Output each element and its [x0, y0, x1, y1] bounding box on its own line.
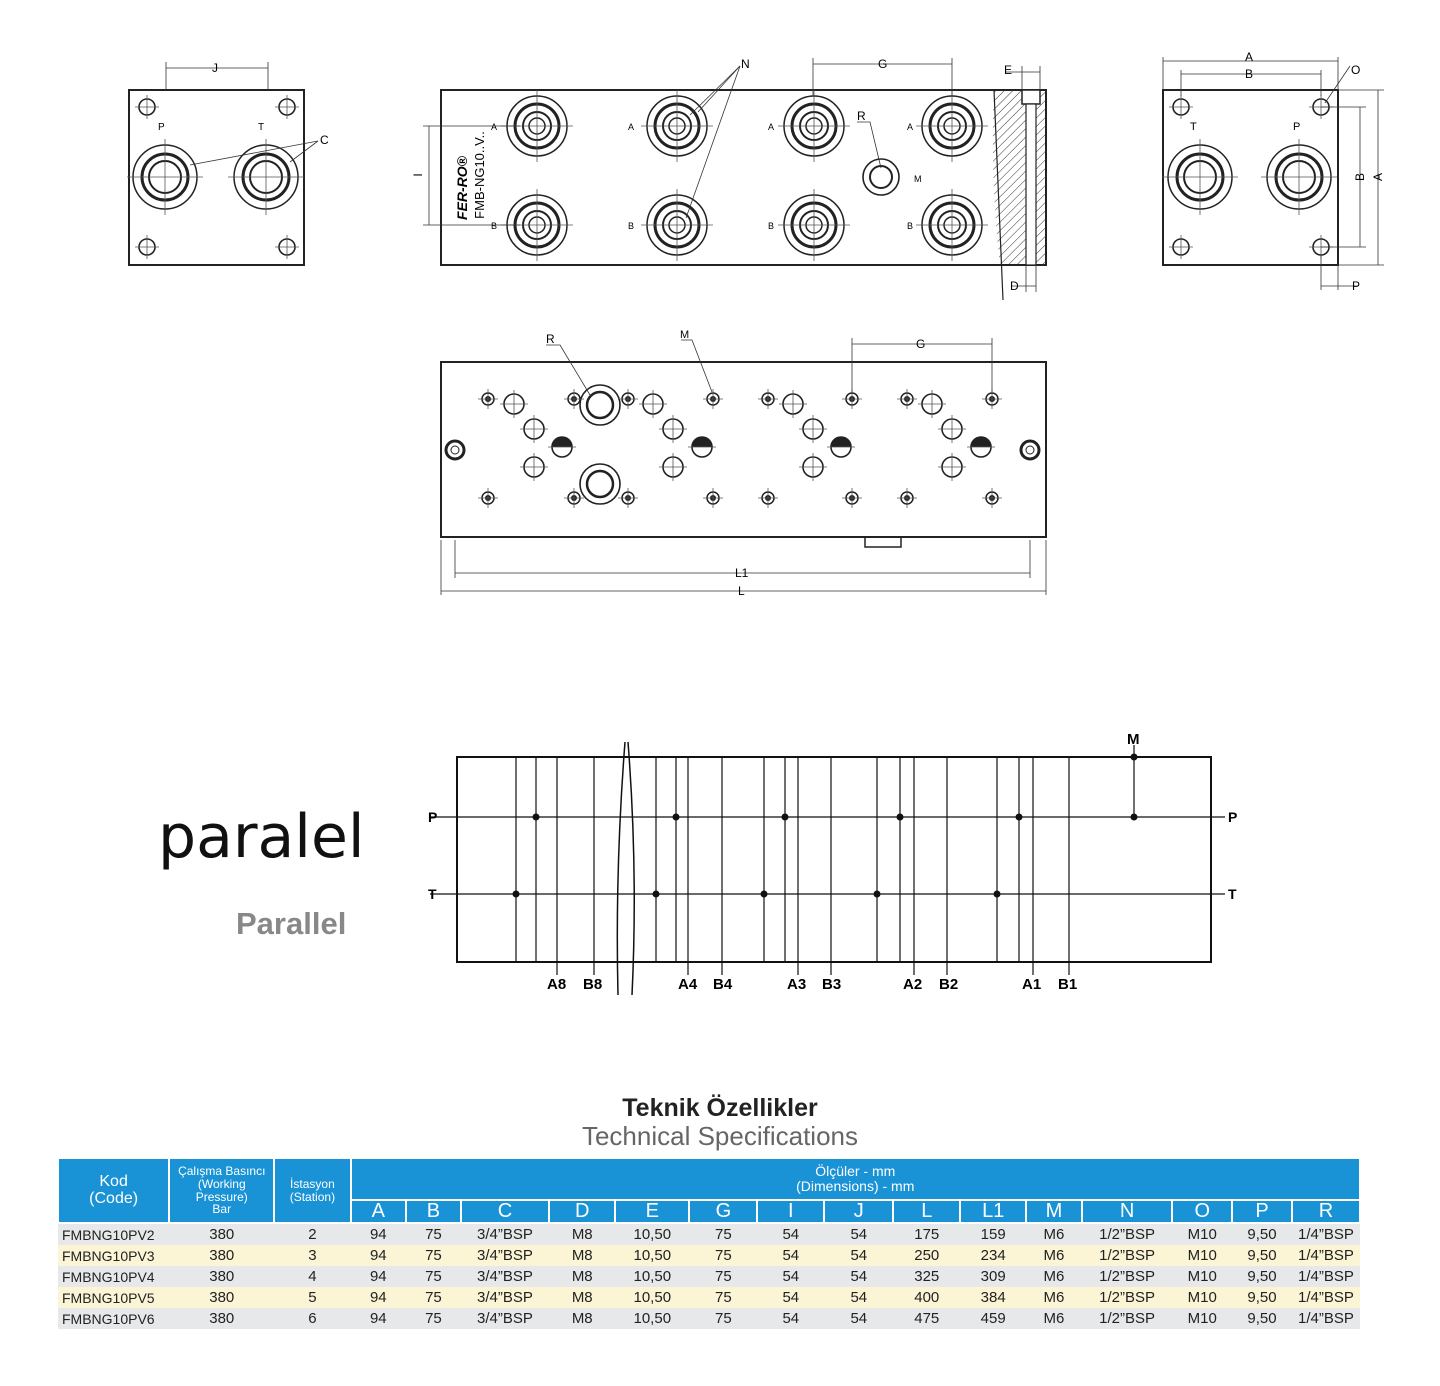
- dim-o-label: O: [1351, 63, 1361, 77]
- port-label: A3: [787, 976, 807, 993]
- port-a-label-2: A: [907, 122, 914, 132]
- table-cell: 9,50: [1232, 1223, 1292, 1245]
- port-label: B4: [713, 976, 733, 993]
- table-cell: 9,50: [1232, 1308, 1292, 1329]
- dim-n-label: N: [741, 57, 750, 71]
- table-cell: 54: [757, 1308, 824, 1329]
- dim-header-cell: G: [689, 1200, 757, 1223]
- dim-d-label: D: [1010, 279, 1019, 293]
- row-code-cell: FMBNG10PV6: [58, 1308, 169, 1329]
- table-cell: 1/2”BSP: [1082, 1245, 1173, 1266]
- table-cell: M6: [1026, 1223, 1082, 1245]
- table-cell: M6: [1026, 1287, 1082, 1308]
- table-cell: 75: [406, 1308, 461, 1329]
- right-side-view: [1162, 50, 1385, 293]
- header-pressure: [169, 1158, 274, 1223]
- dim-header-cell: N: [1082, 1200, 1173, 1223]
- table-cell: 94: [351, 1287, 407, 1308]
- schem-t-right: T: [1228, 886, 1237, 902]
- dim-header-cell: I: [757, 1200, 824, 1223]
- table-cell: 325: [893, 1266, 960, 1287]
- table-cell: 380: [169, 1245, 274, 1266]
- port-label: B2: [939, 976, 959, 993]
- table-cell: 1/2”BSP: [1082, 1266, 1173, 1287]
- table-cell: 54: [824, 1245, 893, 1266]
- header-dimensions: [351, 1158, 1360, 1200]
- row-code-cell: FMBNG10PV4: [58, 1266, 169, 1287]
- table-cell: M8: [549, 1308, 615, 1329]
- dim-header-cell: A: [351, 1200, 407, 1223]
- row-code-cell: FMBNG10PV3: [58, 1245, 169, 1266]
- table-cell: 54: [824, 1308, 893, 1329]
- table-cell: 54: [757, 1245, 824, 1266]
- left-side-view: [127, 61, 329, 265]
- table-cell: M10: [1172, 1266, 1232, 1287]
- table-row: [58, 1266, 1360, 1287]
- table-cell: 3/4”BSP: [461, 1223, 550, 1245]
- table-cell: 475: [893, 1308, 960, 1329]
- dim-b-label-top: B: [1245, 67, 1254, 81]
- table-cell: 10,50: [615, 1308, 689, 1329]
- header-station: [274, 1158, 350, 1223]
- table-cell: 459: [960, 1308, 1026, 1329]
- table-cell: 1/4”BSP: [1292, 1287, 1360, 1308]
- dim-a-label-side: A: [1371, 172, 1385, 182]
- dim-j-label: J: [212, 61, 218, 75]
- table-cell: 400: [893, 1287, 960, 1308]
- table-cell: 10,50: [615, 1287, 689, 1308]
- table-cell: 380: [169, 1308, 274, 1329]
- dim-l-label: L: [738, 584, 745, 598]
- schem-p-right: P: [1228, 809, 1238, 825]
- dim-header-cell: L: [893, 1200, 960, 1223]
- table-cell: 2: [274, 1223, 350, 1245]
- table-cell: 75: [689, 1266, 757, 1287]
- table-cell: 309: [960, 1266, 1026, 1287]
- table-cell: 6: [274, 1308, 350, 1329]
- header-pressure-unit: Bar: [212, 1202, 232, 1217]
- table-cell: 54: [824, 1287, 893, 1308]
- table-cell: M8: [549, 1266, 615, 1287]
- table-cell: M10: [1172, 1287, 1232, 1308]
- front-view: [411, 57, 1046, 300]
- dim-g-label-bottom: G: [916, 337, 926, 351]
- heading-en: Parallel: [236, 906, 347, 941]
- table-row: [58, 1245, 1360, 1266]
- port-p-label-right: P: [1293, 121, 1301, 133]
- table-cell: 10,50: [615, 1223, 689, 1245]
- port-label: A8: [547, 976, 567, 993]
- table-cell: M10: [1172, 1245, 1232, 1266]
- spec-subtitle: Technical Specifications: [581, 1121, 859, 1151]
- table-cell: M6: [1026, 1245, 1082, 1266]
- port-p-label: P: [158, 122, 165, 133]
- table-cell: 1/4”BSP: [1292, 1245, 1360, 1266]
- table-row: [58, 1223, 1360, 1245]
- table-cell: 75: [406, 1245, 461, 1266]
- table-cell: M8: [549, 1287, 615, 1308]
- table-cell: 1/2”BSP: [1082, 1287, 1173, 1308]
- table-cell: 380: [169, 1266, 274, 1287]
- table-cell: 9,50: [1232, 1266, 1292, 1287]
- table-cell: 1/4”BSP: [1292, 1266, 1360, 1287]
- port-label: A2: [903, 976, 923, 993]
- dim-a-label-top: A: [1245, 50, 1254, 64]
- table-cell: 9,50: [1232, 1287, 1292, 1308]
- table-cell: 4: [274, 1266, 350, 1287]
- port-b-label-4: B: [628, 221, 635, 231]
- port-a-label-3: A: [768, 122, 775, 132]
- table-cell: 75: [406, 1266, 461, 1287]
- table-cell: 175: [893, 1223, 960, 1245]
- schem-t-left: T: [428, 886, 437, 902]
- dim-m-label-bottom: M: [680, 329, 690, 341]
- port-b-label-2: B: [907, 221, 914, 231]
- spec-table-body: [58, 1223, 1360, 1329]
- table-cell: 75: [689, 1223, 757, 1245]
- table-cell: 1/4”BSP: [1292, 1308, 1360, 1329]
- table-cell: 94: [351, 1223, 407, 1245]
- table-cell: 3: [274, 1245, 350, 1266]
- table-cell: M10: [1172, 1223, 1232, 1245]
- table-cell: 75: [406, 1223, 461, 1245]
- dim-r-label: R: [857, 109, 866, 123]
- port-label: B1: [1058, 976, 1078, 993]
- dim-header-cell: J: [824, 1200, 893, 1223]
- header-pressure-en: (Working Pressure): [195, 1176, 248, 1204]
- table-row: [58, 1287, 1360, 1308]
- spec-table: [57, 1157, 1361, 1329]
- schem-m-label: M: [1127, 731, 1140, 748]
- dim-g-label: G: [878, 57, 888, 71]
- dim-header-cell: E: [615, 1200, 689, 1223]
- table-cell: 54: [824, 1266, 893, 1287]
- table-cell: 1/2”BSP: [1082, 1308, 1173, 1329]
- port-a-label-4: A: [628, 122, 635, 132]
- table-cell: 54: [757, 1266, 824, 1287]
- table-cell: M6: [1026, 1308, 1082, 1329]
- table-cell: 54: [757, 1287, 824, 1308]
- table-cell: 10,50: [615, 1245, 689, 1266]
- header-pressure-tr: Çalışma Basıncı: [178, 1164, 266, 1179]
- dim-e-label: E: [1004, 63, 1013, 77]
- header-code-en: (Code): [89, 1189, 139, 1207]
- port-label: A4: [678, 976, 698, 993]
- table-cell: 54: [824, 1223, 893, 1245]
- header-dimensions-en: (Dimensions) - mm: [796, 1178, 915, 1194]
- table-cell: 3/4”BSP: [461, 1308, 550, 1329]
- dim-r-label-bottom: R: [546, 332, 555, 346]
- model-text: FMB-NG10..V..: [472, 131, 487, 219]
- dim-header-cell: B: [406, 1200, 461, 1223]
- schem-p-left: P: [428, 809, 438, 825]
- dim-b-label-side: B: [1353, 172, 1367, 182]
- table-cell: M8: [549, 1245, 615, 1266]
- port-t-label-right: T: [1190, 121, 1197, 133]
- table-row: [58, 1308, 1360, 1329]
- header-code-tr: Kod: [99, 1172, 128, 1190]
- table-cell: 5: [274, 1287, 350, 1308]
- brand-logo: FER-RO®: [454, 156, 470, 220]
- header-code: [58, 1158, 169, 1223]
- table-cell: 1/4”BSP: [1292, 1223, 1360, 1245]
- table-cell: 3/4”BSP: [461, 1266, 550, 1287]
- table-cell: 3/4”BSP: [461, 1287, 550, 1308]
- spec-title: Teknik Özellikler: [622, 1094, 818, 1122]
- port-a-label-1: A: [491, 122, 498, 132]
- dim-header-cell: D: [549, 1200, 615, 1223]
- heading-tr: paralel: [158, 802, 365, 872]
- dim-l1-label: L1: [735, 566, 749, 580]
- table-cell: 10,50: [615, 1266, 689, 1287]
- table-cell: 94: [351, 1266, 407, 1287]
- table-cell: 75: [689, 1308, 757, 1329]
- dim-i-label: I: [411, 173, 425, 177]
- table-cell: 9,50: [1232, 1245, 1292, 1266]
- table-cell: 1/2”BSP: [1082, 1223, 1173, 1245]
- dim-p-label: P: [1352, 279, 1361, 293]
- table-cell: 384: [960, 1287, 1026, 1308]
- header-station-en: (Station): [289, 1189, 336, 1204]
- dim-c-label: C: [320, 133, 329, 147]
- table-cell: 380: [169, 1223, 274, 1245]
- port-b-label-1: B: [491, 221, 498, 231]
- parallel-schematic: [428, 731, 1237, 995]
- table-cell: 54: [757, 1223, 824, 1245]
- table-cell: 3/4”BSP: [461, 1245, 550, 1266]
- port-t-label: T: [258, 122, 265, 133]
- table-cell: 380: [169, 1287, 274, 1308]
- dim-header-cell: O: [1172, 1200, 1232, 1223]
- dim-header-cell: M: [1026, 1200, 1082, 1223]
- table-cell: 75: [689, 1287, 757, 1308]
- table-cell: 159: [960, 1223, 1026, 1245]
- port-b-label-3: B: [768, 221, 775, 231]
- table-cell: 75: [406, 1287, 461, 1308]
- dim-header-cell: L1: [960, 1200, 1026, 1223]
- table-cell: 234: [960, 1245, 1026, 1266]
- port-m-label: M: [914, 174, 922, 184]
- row-code-cell: FMBNG10PV2: [58, 1223, 169, 1245]
- port-label: B8: [583, 976, 603, 993]
- bottom-view: [441, 329, 1046, 598]
- table-cell: 250: [893, 1245, 960, 1266]
- table-cell: 75: [689, 1245, 757, 1266]
- table-cell: M10: [1172, 1308, 1232, 1329]
- dim-header-cell: C: [461, 1200, 550, 1223]
- header-dimensions-tr: Ölçüler - mm: [815, 1163, 896, 1180]
- table-cell: 94: [351, 1308, 407, 1329]
- table-cell: M8: [549, 1223, 615, 1245]
- port-label: B3: [822, 976, 842, 993]
- header-station-tr: İstasyon: [290, 1176, 335, 1191]
- dim-header-cell: P: [1232, 1200, 1292, 1223]
- row-code-cell: FMBNG10PV5: [58, 1287, 169, 1308]
- port-label: A1: [1022, 976, 1042, 993]
- table-cell: 94: [351, 1245, 407, 1266]
- table-cell: M6: [1026, 1266, 1082, 1287]
- dim-header-cell: R: [1292, 1200, 1360, 1223]
